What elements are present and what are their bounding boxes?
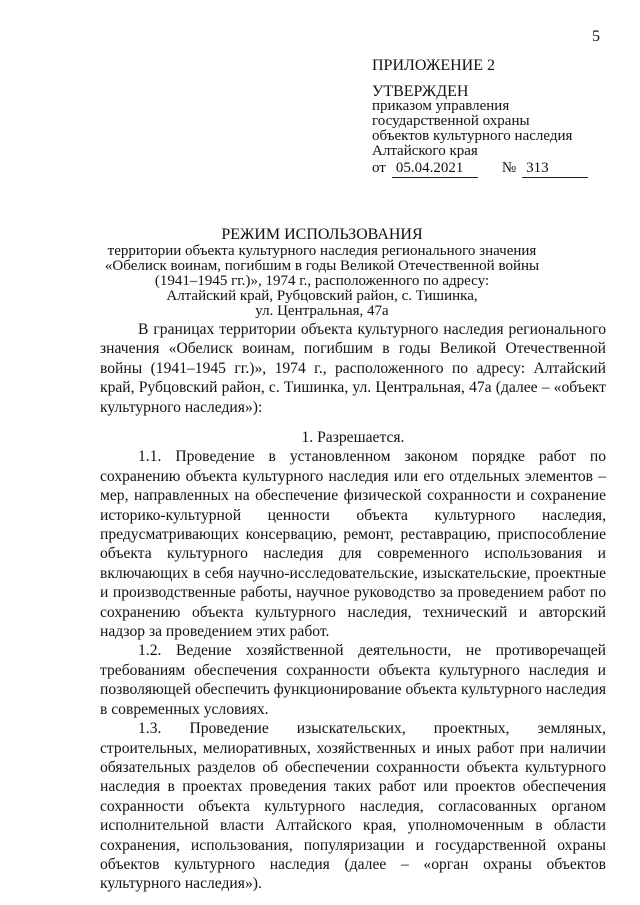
document-title bbox=[100, 226, 544, 319]
approval-order-line: приказом управления bbox=[372, 98, 510, 114]
approved-label: УТВЕРЖДЕН bbox=[372, 83, 469, 100]
approval-date: 05.04.2021 bbox=[392, 161, 478, 178]
date-label: от bbox=[372, 160, 386, 176]
approval-block bbox=[372, 58, 588, 178]
title-main: РЕЖИМ ИСПОЛЬЗОВАНИЯ bbox=[221, 226, 423, 243]
page-number: 5 bbox=[592, 28, 600, 45]
section-item: 1.1. Проведение в установленном законом порядке работ по сохранению объекта культурного наследия или его отдельных элементов – мер, направленных на обеспечение физической сохранности и сохранение историко-культурной ценности объекта культурного наследия, предусматривающих консервацию, ремонт, реставрацию, приспособление объекта культурного наследия для современного использования и включающих в себя научно-исследовательские, изыскательские, проектные и производственные работы, научное руководство за проведением работ по сохранению объекта культурного наследия, технический и авторский надзор за проведением этих работ. bbox=[100, 448, 606, 641]
intro-paragraph: В границах территории объекта культурного наследия регионального значения «Обелиск воинам, погибшим в годы Великой Отечественной войны (1941–1945 гг.)», 1974 г., расположенного по адресу: Алтайский край, Рубцовский район, с. Тишинка, ул. Центральная, 47а (далее – «объект культурного наследия»): bbox=[100, 321, 606, 416]
title-line: (1941–1945 гг.)», 1974 г., расположенного по адресу: bbox=[154, 273, 490, 289]
section-item: 1.2. Ведение хозяйственной деятельности, не противоречащей требованиям обеспечения сохранности объекта культурного наследия и позволяющей обеспечить функционирование объекта культурного наследия в современных условиях. bbox=[100, 642, 606, 718]
approval-order-line: государственной охраны bbox=[372, 113, 530, 129]
title-line: Алтайский край, Рубцовский район, с. Тишинка, bbox=[166, 288, 478, 304]
title-line: ул. Центральная, 47а bbox=[255, 303, 389, 319]
number-label: № bbox=[501, 160, 517, 176]
approval-order-line: объектов культурного наследия bbox=[372, 128, 573, 144]
approval-date-number-row bbox=[372, 161, 588, 178]
permitted-section bbox=[100, 428, 606, 894]
intro-section bbox=[100, 320, 606, 417]
approval-order-line: Алтайского края bbox=[372, 143, 478, 159]
section-heading: 1. Разрешается. bbox=[301, 429, 405, 446]
title-line: территории объекта культурного наследия регионального значения bbox=[107, 243, 537, 259]
title-line: «Обелиск воинам, погибшим в годы Великой Отечественной войны bbox=[104, 258, 540, 274]
section-item: 1.3. Проведение изыскательских, проектных, земляных, строительных, мелиоративных, хозяйственных и иных работ при наличии обязательных разделов об обеспечении сохранности объекта культурного наследия в проектах проведения таких работ или проектов обеспечения сохранности объекта культурного наследия, согласованных органом исполнительной власти Алтайского края, уполномоченным в области сохранения, использования, популяризации и государственной охраны объектов культурного наследия (далее – «орган охраны объектов культурного наследия»). bbox=[100, 720, 606, 893]
approval-number: 313 bbox=[522, 161, 588, 178]
appendix-label: ПРИЛОЖЕНИЕ 2 bbox=[372, 57, 496, 74]
